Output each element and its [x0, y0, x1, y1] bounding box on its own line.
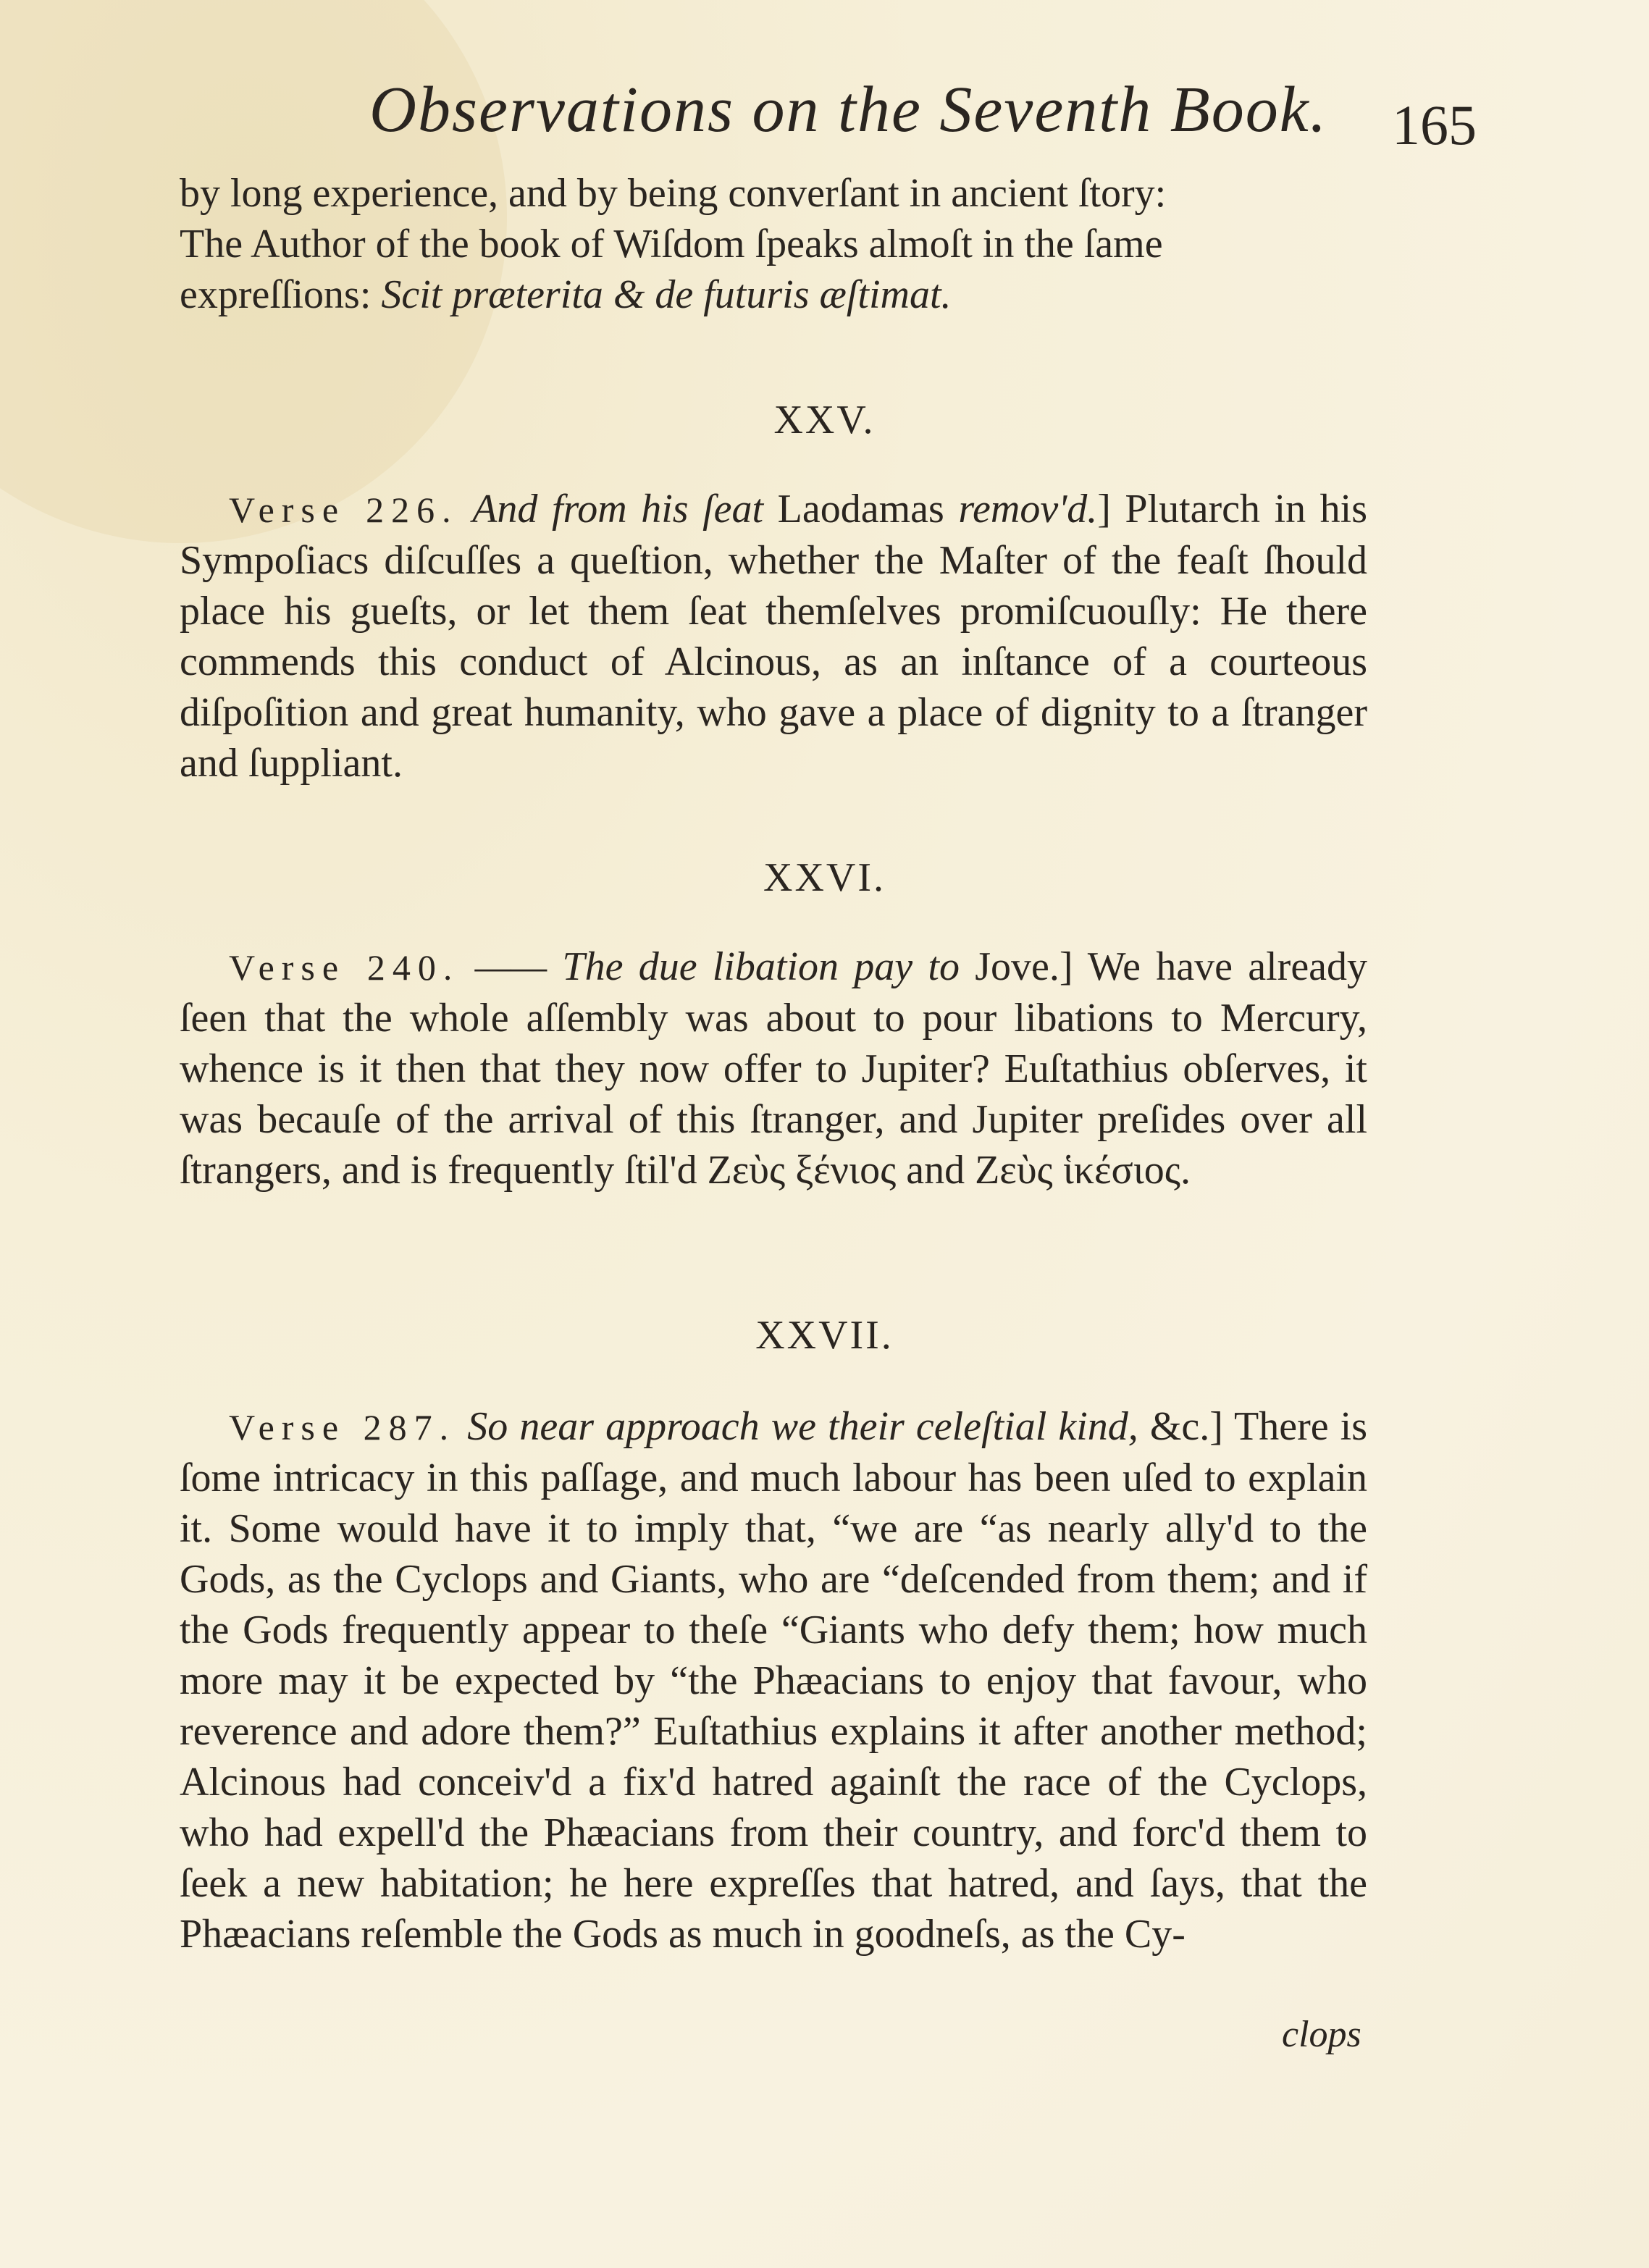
intro-line-3 — [180, 269, 1367, 320]
intro-line-1: by long experience, and by being converſant in ancient ſtory: — [180, 171, 1167, 216]
page-number: 165 — [1392, 93, 1477, 156]
verse-label: Verse 226. — [229, 490, 458, 530]
verse-label: Verse 287. — [229, 1407, 456, 1448]
intro-paragraph — [180, 168, 1367, 320]
commentary-text: ] There is ſome intricacy in this paſſage, and much labour has been uſed to explain it. Some would have it to imply that, “we are “as nearly ally'd to the Gods, as the Cyclops and Giants, who are “deſcended from them; and if the Gods frequently appear to theſe “Giants who defy them; how much more may it be expected by “the Phæacians to enjoy that favour, who reverence and adore them?” Euſtathius explains it after another method; Alcinous had conceiv'd a fix'd hatred againſt the race of the Cyclops, who had expell'd the Phæacians from their country, and forc'd them to ſeek a new habitation; he here expreſſes that hatred, and ſays, that the Phæacians reſemble the Gods as much in goodneſs, as the Cy- — [180, 1404, 1368, 1957]
catchword: clops — [1282, 2014, 1361, 2055]
verse-lemma: —— The due libation pay to — [474, 944, 960, 989]
verse-lemma: So near approach we their celeſtial kind, — [467, 1404, 1138, 1449]
verse-lemma-name: Laodamas — [777, 487, 944, 532]
section-heading-xxvii: XXVII. — [755, 1313, 894, 1358]
section-xxvii-text — [180, 1401, 1367, 1960]
section-xxvii-paragraph — [180, 1401, 1367, 1960]
intro-line-3-italic: Scit præterita & de futuris æſtimat. — [381, 272, 952, 317]
verse-label: Verse 240. — [229, 947, 460, 988]
intro-line-3-plain: expreſſions: — [180, 272, 382, 317]
verse-lemma-name: Jove. — [975, 944, 1060, 989]
section-heading-xxv: XXV. — [773, 398, 876, 442]
commentary-text: ] We have already ſeen that the whole aſſembly was about to pour libations to Mercury, whence is it then that they now offer to Jupiter? Euſtathius obſerves, it was becauſe of the arrival of this ſtranger, and Jupiter preſides over all ſtrangers, and is frequently ſtil'd Ζεὺς ξένιος and Ζεὺς ἱκέσιος. — [180, 944, 1368, 1193]
running-head: Observations on the Seventh Book. — [369, 74, 1328, 146]
verse-lemma-etc: &c. — [1149, 1404, 1210, 1449]
verse-lemma: And from his ſeat — [472, 487, 764, 532]
section-heading-xxvi: XXVI. — [763, 855, 886, 900]
intro-line-2: The Author of the book of Wiſdom ſpeaks almoſt in the ſame — [180, 222, 1163, 266]
section-xxvi-text — [180, 941, 1367, 1196]
section-xxv-text — [180, 484, 1367, 789]
commentary-text: ] Plutarch in his Sympoſiacs diſcuſſes a queſtion, whether the Maſter of the feaſt ſhould place his gueſts, or let them ſeat themſelves promiſcuouſly: He there commends this conduct of Alcinous, as an inſtance of a courteous diſpoſition and great humanity, who gave a place of dignity to a ſtranger and ſuppliant. — [180, 487, 1368, 786]
section-xxv-paragraph — [180, 484, 1367, 789]
section-xxvi-paragraph — [180, 941, 1367, 1196]
verse-lemma-end: remov'd. — [958, 487, 1098, 532]
